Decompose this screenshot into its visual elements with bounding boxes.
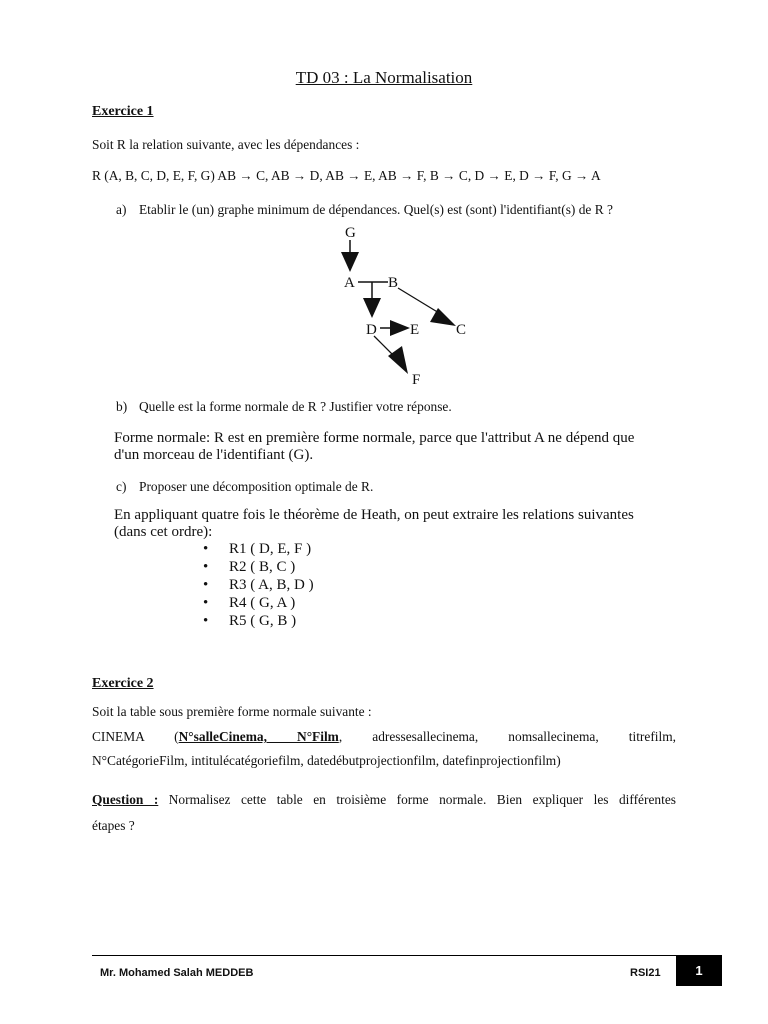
relations-list — [203, 540, 314, 630]
graph-node-e: E — [410, 322, 420, 338]
question-c: Proposer une décomposition optimale de R. — [139, 479, 374, 494]
question-a: Etablir le (un) graphe minimum de dépendances. Quel(s) est (sont) l'identifiant(s) de R ? — [139, 202, 613, 217]
question-text: Normalisez cette table en troisième forme normale. Bien expliquer les différentes — [168, 792, 676, 807]
question-label: Question : — [92, 792, 159, 807]
answer-b-line-1: Forme normale: R est en première forme normale, parce que l'attribut A ne dépend que — [114, 430, 635, 446]
arrowhead-d-e — [390, 320, 410, 336]
list-item: • R2 ( B, C ) — [203, 558, 314, 576]
answer-c-line-2: (dans cet ordre): — [114, 524, 213, 540]
graph-node-d: D — [366, 322, 377, 338]
footer-class-code: RSI21 — [630, 967, 661, 979]
question-line-1 — [92, 792, 676, 808]
exercise-2-intro: Soit la table sous première forme normale suivante : — [92, 704, 372, 719]
graph-node-a: A — [344, 275, 355, 291]
graph-node-c: C — [456, 322, 467, 338]
footer-author: Mr. Mohamed Salah MEDDEB — [100, 967, 254, 979]
footer-divider — [92, 955, 678, 956]
graph-node-g: G — [345, 225, 356, 241]
exercise-1-heading: Exercice 1 — [92, 104, 154, 119]
arrowhead-ab-d — [363, 298, 381, 318]
dependency-graph — [330, 222, 480, 390]
exercise-2-heading: Exercice 2 — [92, 676, 154, 691]
question-c-marker: c) — [116, 479, 127, 494]
arrowhead-g-a — [341, 252, 359, 272]
relation-definition: R (A, B, C, D, E, F, G) AB → C, AB → D, AB → E, AB → F, B → C, D → E, D → F, G → A — [92, 168, 601, 183]
exercise-1-intro: Soit R la relation suivante, avec les dépendances : — [92, 137, 360, 152]
list-item: • R5 ( G, B ) — [203, 612, 314, 630]
page-title: TD 03 : La Normalisation — [295, 68, 473, 87]
question-b-marker: b) — [116, 399, 128, 414]
page-number: 1 — [676, 955, 722, 986]
question-line-2: étapes ? — [92, 818, 135, 833]
cinema-schema-line-1 — [92, 729, 676, 745]
arrowhead-b-c — [430, 308, 456, 326]
schema-attributes: , adressesallecinema, nomsallecinema, titrefilm, — [338, 729, 676, 744]
arrowhead-d-f — [388, 346, 408, 374]
cinema-schema-line-2: N°CatégorieFilm, intitulécatégoriefilm, datedébutprojectionfilm, datefinprojectionfilm) — [92, 753, 561, 768]
table-name: CINEMA — [92, 729, 145, 744]
graph-node-b: B — [388, 275, 399, 291]
answer-b-line-2: d'un morceau de l'identifiant (G). — [114, 447, 314, 463]
open-paren: ( — [174, 729, 179, 744]
question-a-marker: a) — [116, 202, 127, 217]
graph-node-f: F — [412, 372, 421, 388]
list-item: • R1 ( D, E, F ) — [203, 540, 314, 558]
primary-key: N°salleCinema, N°Film — [178, 729, 339, 744]
list-item: • R4 ( G, A ) — [203, 594, 314, 612]
answer-c-line-1: En appliquant quatre fois le théorème de Heath, on peut extraire les relations suivantes — [114, 507, 634, 523]
question-b: Quelle est la forme normale de R ? Justifier votre réponse. — [139, 399, 452, 414]
list-item: • R3 ( A, B, D ) — [203, 576, 314, 594]
